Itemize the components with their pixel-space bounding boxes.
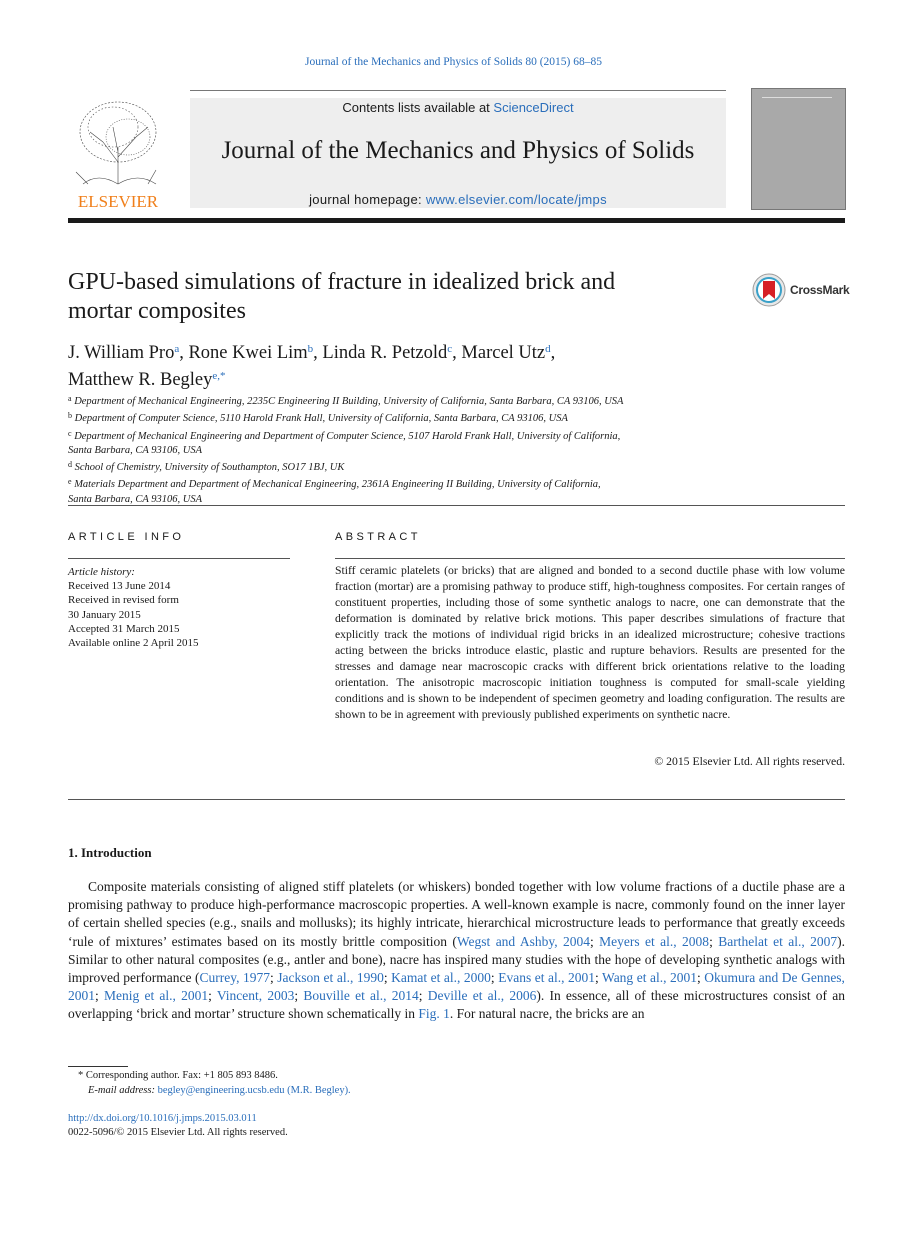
paper-title-line1: GPU-based simulations of fracture in idealized brick and: [68, 269, 616, 295]
crossmark-label: CrossMark: [790, 283, 850, 297]
author-affil-link[interactable]: b: [307, 343, 314, 355]
affil-text: Department of Mechanical Engineering, 2235C Engineering II Building, University of California, Santa Barbara, CA 93106, USA: [74, 396, 624, 407]
author-sep: ,: [313, 343, 323, 363]
affil-text: Santa Barbara, CA 93106, USA: [68, 444, 202, 456]
crossmark-icon: [752, 272, 788, 308]
citation-link[interactable]: Bouville et al., 2014: [303, 988, 419, 1004]
article-info-heading: ARTICLE INFO: [68, 531, 185, 543]
affiliation-c: [68, 427, 708, 459]
affil-marker: a: [68, 394, 72, 403]
affil-text: Department of Mechanical Engineering and Department of Computer Science, 5107 Harold Frank Hall, University of California,: [74, 430, 621, 442]
citation-link[interactable]: Kamat et al., 2000: [391, 970, 491, 986]
paper-title: [68, 268, 708, 326]
author-name: Marcel Utz: [461, 343, 546, 363]
issn-line: 0022-5096/© 2015 Elsevier Ltd. All rights reserved.: [68, 1127, 288, 1138]
citation-link[interactable]: Currey, 1977: [199, 970, 271, 986]
section-divider: [68, 505, 845, 506]
corresponding-text: Corresponding author. Fax: +1 805 893 8486.: [85, 1070, 278, 1081]
journal-homepage-link[interactable]: www.elsevier.com/locate/jmps: [425, 192, 607, 207]
email-link[interactable]: begley@engineering.ucsb.edu (M.R. Begley).: [157, 1085, 351, 1096]
affil-text: School of Chemistry, University of Southampton, SO17 1BJ, UK: [74, 462, 345, 474]
section-divider: [68, 799, 845, 800]
body-text-run: . For natural nacre, the bricks are an: [449, 1006, 645, 1022]
affiliation-e: [68, 475, 708, 507]
article-info-rule: [68, 558, 290, 559]
contents-prefix: Contents lists available at: [342, 100, 494, 115]
history-item: Accepted 31 March 2015: [68, 622, 180, 635]
affil-marker: b: [68, 411, 72, 421]
journal-reference[interactable]: Journal of the Mechanics and Physics of Solids 80 (2015) 68–85: [304, 56, 603, 68]
author-affil-link[interactable]: e,*: [212, 370, 226, 382]
citation-link[interactable]: Wang et al., 2001: [602, 970, 697, 986]
body-text-run: ). In essence, all of these microstructures consist of an overlapping ‘brick and mortar’ structure shown schematically in: [68, 988, 845, 1022]
author-name: Linda R. Petzold: [322, 343, 448, 363]
email-label: E-mail address:: [88, 1085, 158, 1096]
affiliation-list: [68, 392, 708, 507]
abstract-copyright: © 2015 Elsevier Ltd. All rights reserved.: [654, 755, 845, 768]
author-list: [68, 338, 768, 392]
history-item: Available online 2 April 2015: [68, 637, 199, 650]
contents-line: [190, 100, 726, 115]
citation-link[interactable]: Menig et al., 2001: [103, 988, 209, 1004]
citation-link[interactable]: Deville et al., 2006: [427, 988, 537, 1004]
affil-text: Santa Barbara, CA 93106, USA: [68, 493, 202, 505]
paper-title-line2: mortar composites: [68, 298, 246, 324]
history-item: 30 January 2015: [68, 608, 141, 621]
history-label: Article history:: [68, 566, 135, 578]
corresponding-author-note: [68, 1070, 778, 1081]
figure-link[interactable]: Fig. 1: [418, 1006, 450, 1022]
citation-link[interactable]: Vincent, 2003: [216, 988, 295, 1004]
affiliation-a: [68, 392, 708, 409]
history-item: Received in revised form: [68, 594, 179, 607]
author-sep: ,: [179, 343, 189, 363]
cover-title-area: [762, 97, 832, 128]
affil-marker: d: [68, 460, 72, 470]
citation-link[interactable]: Okumura and De Gennes, 2001: [68, 970, 845, 1004]
email-note: [68, 1085, 788, 1096]
introduction-heading: 1. Introduction: [68, 845, 152, 860]
abstract-rule: [335, 558, 845, 559]
author-name: Matthew R. Begley: [68, 370, 213, 390]
body-text-run: ). Similar to other natural composites (e.g., antler and bone), nacre has inspired many studies with the hope of developing synthetic analogs with improved performance (: [68, 933, 845, 986]
citation-link[interactable]: Barthelat et al., 2007: [718, 933, 838, 949]
citation-link[interactable]: Jackson et al., 1990: [277, 970, 384, 986]
affiliation-b: [68, 409, 708, 426]
footnote-rule: [68, 1066, 128, 1067]
affil-text: Materials Department and Department of Mechanical Engineering, 2361A Engineering II Building, University of California,: [74, 479, 601, 491]
citation-link[interactable]: Evans et al., 2001: [498, 970, 595, 986]
author-sep: ,: [550, 343, 556, 363]
elsevier-tree-icon: [68, 92, 168, 210]
author-sep: ,: [452, 343, 462, 363]
affil-marker: e: [68, 477, 72, 487]
elsevier-logo: [68, 92, 168, 210]
author-name: Rone Kwei Lim: [188, 343, 308, 363]
affil-text: Department of Computer Science, 5110 Harold Frank Hall, University of California, Santa Barbara, CA 93106, USA: [74, 413, 568, 425]
author-affil-link[interactable]: a: [174, 343, 180, 355]
journal-cover-thumbnail[interactable]: [751, 88, 846, 210]
author-affil-link[interactable]: d: [545, 343, 551, 355]
citation-link[interactable]: Meyers et al., 2008: [599, 933, 710, 949]
article-history: [68, 565, 290, 650]
abstract-heading: ABSTRACT: [335, 531, 421, 543]
elsevier-wordmark: ELSEVIER: [77, 192, 159, 210]
header-thick-rule: [68, 218, 845, 223]
history-item: Received 13 June 2014: [68, 580, 171, 593]
crossmark-badge[interactable]: [752, 272, 852, 308]
body-text-run: Composite materials consisting of aligned stiff platelets (or whiskers) bonded together with low volume fractions of a ductile phase are a promising pathway to produce high-performance macroscopic properties. A well-known example is nacre, commonly found on the inner layer of certain shelled species (e.g., snails and mollusks); its highly intricate, hierarchical microstructure leads to performance that greatly exceeds ‘rule of mixtures’ estimates based on its mostly brittle composition (: [68, 879, 845, 949]
sciencedirect-link[interactable]: ScienceDirect: [493, 100, 574, 115]
homepage-prefix: journal homepage:: [309, 192, 426, 207]
header-top-rule: [190, 90, 726, 91]
author-affil-link[interactable]: c: [447, 343, 453, 355]
introduction-paragraph: Composite materials consisting of aligned stiff platelets (or whiskers) bonded together with low volume fractions of a ductile phase are a promising pathway to produce high-performance macroscopic properties. A well-known example is nacre, commonly found on the inner layer of certain shelled species (e.g., snails and mollusks); its highly intricate, hierarchical microstructure leads to performance that greatly exceeds ‘rule of mixtures’ estimates based on its mostly brittle composition (Wegst and Ashby, 2004; Meyers et al., 2008; Barthelat et al., 2007). Similar to other natural composites (e.g., antler and bone), nacre has inspired many studies with the hope of developing synthetic analogs with improved performance (Currey, 1977; Jackson et al., 1990; Kamat et al., 2000; Evans et al., 2001; Wang et al., 2001; Okumura and De Gennes, 2001; Menig et al., 2001; Vincent, 2003; Bouville et al., 2014; Deville et al., 2006). In essence, all of these microstructures consist of an overlapping ‘brick and mortar’ structure shown schematically in Fig. 1. For natural nacre, the bricks are an: [68, 879, 845, 1022]
doi-link[interactable]: http://dx.doi.org/10.1016/j.jmps.2015.03.011: [68, 1113, 257, 1124]
asterisk-marker: *: [78, 1070, 84, 1081]
affil-marker: c: [68, 428, 72, 438]
journal-homepage-line: [190, 192, 726, 207]
abstract-text: Stiff ceramic platelets (or bricks) that are aligned and bonded to a second ductile phase with low volume fraction (mortar) are a promising pathway to produce stiff, high-toughness composites. For certain ranges of constituent properties, including those of some synthetic analogs to nacre, one can demonstrate that the deformation is dominated by relative brick motions. This paper describes simulations of fracture that explicitly track the motions of individual rigid bricks in an idealized microstructure; cohesive tractions acting between the bricks introduce elastic, plastic and rupture behaviors. Results are presented for the stresses and damage near macroscopic cracks with different brick orientations relative to the loading orientation. The anisotropic macroscopic initiation toughness is computed for small-scale yielding conditions and is shown to be independent of specimen geometry and loading configuration. The results are shown to be in agreement with previously published experiments on synthetic nacre.: [335, 564, 845, 721]
journal-title: Journal of the Mechanics and Physics of Solids: [221, 137, 695, 164]
author-name: J. William Pro: [68, 343, 175, 363]
affiliation-d: [68, 458, 708, 475]
citation-link[interactable]: Wegst and Ashby, 2004: [456, 933, 590, 949]
